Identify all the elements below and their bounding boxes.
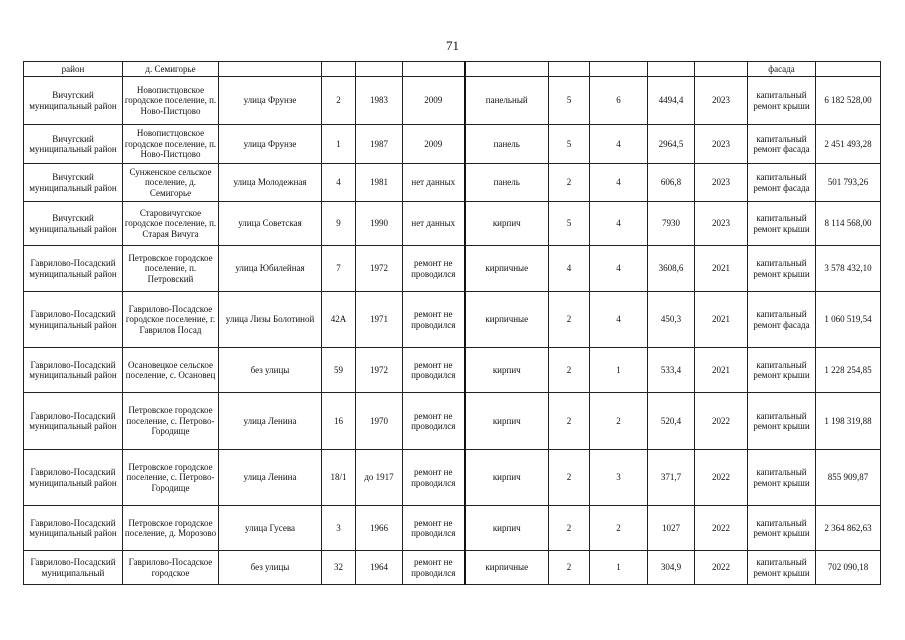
cell-floors <box>549 62 590 77</box>
cell-district: район <box>24 62 123 77</box>
cell-cost: 2 364 862,63 <box>816 506 881 551</box>
cell-settlement: Петровское городское поселение, д. Морозово <box>123 506 219 551</box>
cell-work-type: капитальный ремонт крыши <box>748 450 816 506</box>
cell-entrances: 2 <box>590 506 648 551</box>
cell-house-number: 16 <box>322 393 356 450</box>
cell-wall-material: кирпич <box>465 506 549 551</box>
cell-settlement: Петровское городское поселение, п. Петровский <box>123 246 219 292</box>
cell-work-type: капитальный ремонт крыши <box>748 393 816 450</box>
cell-last-repair-year <box>403 62 465 77</box>
cell-area: 450,3 <box>648 292 695 348</box>
cell-planned-year: 2022 <box>695 450 748 506</box>
cell-wall-material: кирпич <box>465 202 549 246</box>
cell-street: улица Молодежная <box>219 164 322 202</box>
cell-district: Вичугский муниципальный район <box>24 125 123 164</box>
cell-build-year: 1966 <box>356 506 403 551</box>
cell-planned-year <box>695 62 748 77</box>
cell-district: Гаврилово-Посадский муниципальный район <box>24 450 123 506</box>
cell-planned-year: 2022 <box>695 506 748 551</box>
cell-last-repair-year: нет данных <box>403 202 465 246</box>
cell-last-repair-year: ремонт не проводился <box>403 292 465 348</box>
cell-house-number: 42А <box>322 292 356 348</box>
cell-wall-material: панель <box>465 164 549 202</box>
cell-floors: 5 <box>549 77 590 125</box>
cell-wall-material: кирпичные <box>465 551 549 585</box>
cell-house-number: 4 <box>322 164 356 202</box>
table-row <box>24 164 881 202</box>
cell-house-number: 2 <box>322 77 356 125</box>
cell-street: улица Советская <box>219 202 322 246</box>
cell-district: Гаврилово-Посадский муниципальный район <box>24 506 123 551</box>
cell-build-year: 1970 <box>356 393 403 450</box>
cell-entrances: 1 <box>590 348 648 393</box>
cell-settlement: Новопистцовское городское поселение, п. Ново-Пистцово <box>123 77 219 125</box>
cell-last-repair-year: ремонт не проводился <box>403 393 465 450</box>
cell-settlement: Новопистцовское городское поселение, п. Ново-Пистцово <box>123 125 219 164</box>
cell-cost <box>816 62 881 77</box>
cell-work-type: фасада <box>748 62 816 77</box>
cell-area: 3608,6 <box>648 246 695 292</box>
cell-floors: 5 <box>549 125 590 164</box>
cell-entrances: 4 <box>590 292 648 348</box>
cell-work-type: капитальный ремонт крыши <box>748 246 816 292</box>
cell-house-number: 7 <box>322 246 356 292</box>
cell-entrances: 6 <box>590 77 648 125</box>
cell-build-year: 1990 <box>356 202 403 246</box>
cell-settlement: Петровское городское поселение, с. Петрово-Городище <box>123 393 219 450</box>
cell-planned-year: 2023 <box>695 125 748 164</box>
cell-area: 520,4 <box>648 393 695 450</box>
cell-cost: 1 198 319,88 <box>816 393 881 450</box>
cell-area: 7930 <box>648 202 695 246</box>
cell-street: улица Ленина <box>219 450 322 506</box>
cell-wall-material: панельный <box>465 77 549 125</box>
cell-house-number: 59 <box>322 348 356 393</box>
cell-house-number: 9 <box>322 202 356 246</box>
cell-house-number: 18/1 <box>322 450 356 506</box>
cell-build-year: до 1917 <box>356 450 403 506</box>
cell-wall-material: кирпич <box>465 393 549 450</box>
cell-district: Вичугский муниципальный район <box>24 164 123 202</box>
cell-settlement: Гаврилово-Посадское городское <box>123 551 219 585</box>
table-row-continuation <box>24 62 881 77</box>
page-number: 71 <box>446 38 459 53</box>
cell-floors: 2 <box>549 292 590 348</box>
cell-cost: 501 793,26 <box>816 164 881 202</box>
cell-street: улица Ленина <box>219 393 322 450</box>
cell-planned-year: 2021 <box>695 292 748 348</box>
cell-settlement: Старовичугское городское поселение, п. Старая Вичуга <box>123 202 219 246</box>
cell-work-type: капитальный ремонт крыши <box>748 551 816 585</box>
cell-entrances: 2 <box>590 393 648 450</box>
cell-last-repair-year: ремонт не проводился <box>403 551 465 585</box>
cell-entrances: 4 <box>590 202 648 246</box>
cell-work-type: капитальный ремонт крыши <box>748 202 816 246</box>
cell-cost: 8 114 568,00 <box>816 202 881 246</box>
cell-cost: 6 182 528,00 <box>816 77 881 125</box>
table-row <box>24 202 881 246</box>
cell-floors: 2 <box>549 164 590 202</box>
table-row <box>24 506 881 551</box>
cell-floors: 5 <box>549 202 590 246</box>
housing-repair-table <box>23 61 881 585</box>
cell-entrances: 1 <box>590 551 648 585</box>
cell-street: улица Гусева <box>219 506 322 551</box>
cell-work-type: капитальный ремонт крыши <box>748 506 816 551</box>
table-row <box>24 450 881 506</box>
cell-wall-material: кирпич <box>465 348 549 393</box>
cell-house-number: 32 <box>322 551 356 585</box>
cell-planned-year: 2022 <box>695 551 748 585</box>
cell-cost: 855 909,87 <box>816 450 881 506</box>
cell-planned-year: 2023 <box>695 77 748 125</box>
cell-wall-material: панель <box>465 125 549 164</box>
cell-area: 4494,4 <box>648 77 695 125</box>
cell-floors: 2 <box>549 393 590 450</box>
cell-street <box>219 62 322 77</box>
cell-settlement: д. Семигорье <box>123 62 219 77</box>
cell-settlement: Сунженское сельское поселение, д. Семигорье <box>123 164 219 202</box>
cell-district: Гаврилово-Посадский муниципальный <box>24 551 123 585</box>
cell-planned-year: 2021 <box>695 348 748 393</box>
cell-last-repair-year: ремонт не проводился <box>403 450 465 506</box>
cell-house-number: 3 <box>322 506 356 551</box>
cell-last-repair-year: 2009 <box>403 77 465 125</box>
cell-area: 304,9 <box>648 551 695 585</box>
cell-wall-material: кирпич <box>465 450 549 506</box>
cell-floors: 2 <box>549 506 590 551</box>
cell-street: без улицы <box>219 551 322 585</box>
cell-planned-year: 2022 <box>695 393 748 450</box>
cell-house-number: 1 <box>322 125 356 164</box>
cell-district: Гаврилово-Посадский муниципальный район <box>24 348 123 393</box>
table-row <box>24 246 881 292</box>
table-row <box>24 551 881 585</box>
cell-planned-year: 2023 <box>695 164 748 202</box>
cell-build-year: 1987 <box>356 125 403 164</box>
cell-street: улица Лизы Болотиной <box>219 292 322 348</box>
cell-district: Гаврилово-Посадский муниципальный район <box>24 292 123 348</box>
cell-entrances: 3 <box>590 450 648 506</box>
cell-wall-material: кирпичные <box>465 246 549 292</box>
cell-district: Вичугский муниципальный район <box>24 202 123 246</box>
cell-area: 533,4 <box>648 348 695 393</box>
cell-area <box>648 62 695 77</box>
cell-district: Вичугский муниципальный район <box>24 77 123 125</box>
cell-last-repair-year: 2009 <box>403 125 465 164</box>
cell-entrances <box>590 62 648 77</box>
cell-area: 371,7 <box>648 450 695 506</box>
cell-planned-year: 2021 <box>695 246 748 292</box>
cell-settlement: Осановецкое сельское поселение, с. Осановец <box>123 348 219 393</box>
cell-planned-year: 2023 <box>695 202 748 246</box>
cell-street: улица Фрунзе <box>219 77 322 125</box>
cell-build-year <box>356 62 403 77</box>
cell-floors: 4 <box>549 246 590 292</box>
cell-last-repair-year: ремонт не проводился <box>403 246 465 292</box>
cell-last-repair-year: ремонт не проводился <box>403 348 465 393</box>
cell-area: 1027 <box>648 506 695 551</box>
cell-build-year: 1971 <box>356 292 403 348</box>
cell-cost: 1 060 519,54 <box>816 292 881 348</box>
cell-wall-material <box>465 62 549 77</box>
cell-work-type: капитальный ремонт фасада <box>748 125 816 164</box>
cell-area: 2964,5 <box>648 125 695 164</box>
cell-work-type: капитальный ремонт крыши <box>748 77 816 125</box>
cell-cost: 702 090,18 <box>816 551 881 585</box>
cell-street: улица Юбилейная <box>219 246 322 292</box>
cell-district: Гаврилово-Посадский муниципальный район <box>24 246 123 292</box>
cell-build-year: 1972 <box>356 348 403 393</box>
cell-cost: 2 451 493,28 <box>816 125 881 164</box>
cell-entrances: 4 <box>590 246 648 292</box>
cell-build-year: 1981 <box>356 164 403 202</box>
table-row <box>24 77 881 125</box>
cell-settlement: Гаврилово-Посадское городское поселение, г. Гаврилов Посад <box>123 292 219 348</box>
cell-area: 606,8 <box>648 164 695 202</box>
cell-build-year: 1983 <box>356 77 403 125</box>
cell-work-type: капитальный ремонт крыши <box>748 348 816 393</box>
table-row <box>24 292 881 348</box>
cell-floors: 2 <box>549 551 590 585</box>
cell-cost: 1 228 254,85 <box>816 348 881 393</box>
cell-cost: 3 578 432,10 <box>816 246 881 292</box>
table-row <box>24 348 881 393</box>
cell-entrances: 4 <box>590 125 648 164</box>
cell-build-year: 1964 <box>356 551 403 585</box>
cell-work-type: капитальный ремонт фасада <box>748 164 816 202</box>
cell-floors: 2 <box>549 348 590 393</box>
cell-entrances: 4 <box>590 164 648 202</box>
cell-work-type: капитальный ремонт фасада <box>748 292 816 348</box>
cell-district: Гаврилово-Посадский муниципальный район <box>24 393 123 450</box>
cell-floors: 2 <box>549 450 590 506</box>
table-row <box>24 393 881 450</box>
cell-wall-material: кирпичные <box>465 292 549 348</box>
cell-house-number <box>322 62 356 77</box>
cell-last-repair-year: ремонт не проводился <box>403 506 465 551</box>
table-row <box>24 125 881 164</box>
cell-street: улица Фрунзе <box>219 125 322 164</box>
cell-street: без улицы <box>219 348 322 393</box>
cell-last-repair-year: нет данных <box>403 164 465 202</box>
cell-build-year: 1972 <box>356 246 403 292</box>
cell-settlement: Петровское городское поселение, с. Петрово-Городище <box>123 450 219 506</box>
